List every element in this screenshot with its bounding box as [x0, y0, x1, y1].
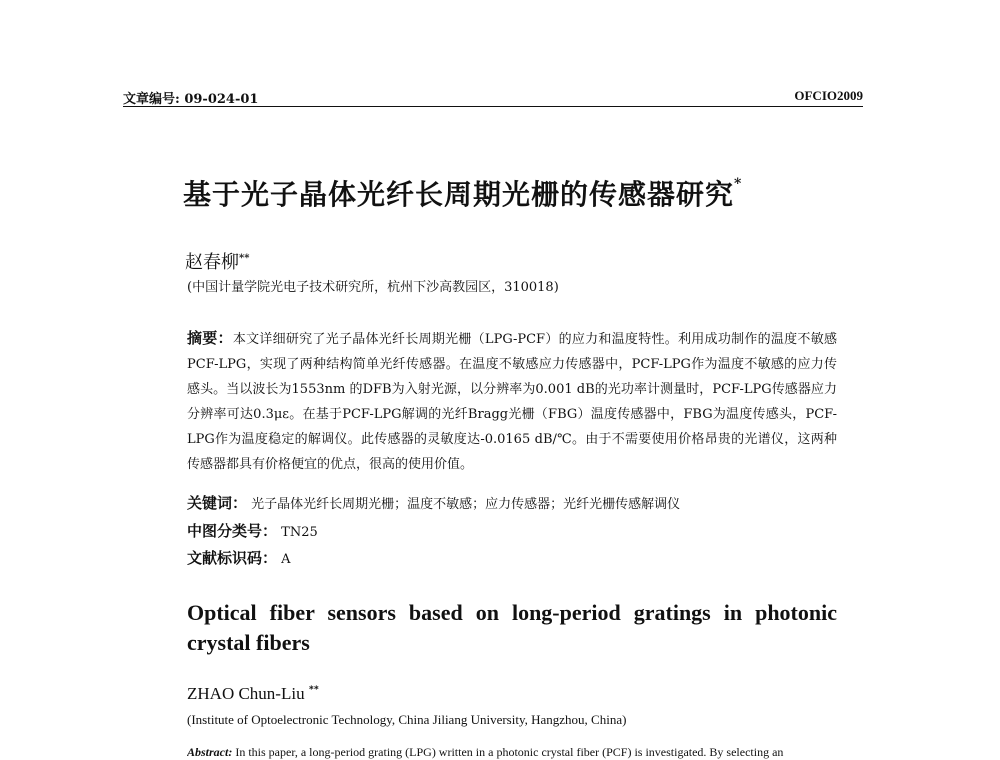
clc-value: TN25	[281, 525, 318, 540]
doc-code	[187, 547, 291, 568]
affiliation-en: (Institute of Optoelectronic Technology, China Jiliang University, Hangzhou, China)	[187, 712, 627, 727]
keywords-text: 光子晶体光纤长周期光栅；温度不敏感；应力传感器；光纤光栅传感解调仪	[251, 497, 681, 512]
paper-title-en: Optical fiber sensors based on long-period gratings in photonic crystal fibers	[187, 600, 837, 655]
abstract-en-label: Abstract:	[187, 745, 233, 759]
article-number	[123, 88, 258, 107]
abstract-cn-label: 摘要：	[187, 329, 233, 347]
clc-label: 中图分类号：	[187, 522, 278, 540]
title-footnote-mark: *	[734, 175, 743, 192]
abstract-en	[187, 745, 837, 760]
header-rule	[123, 106, 863, 107]
keywords-cn	[187, 492, 680, 513]
paper-title-cn-text: 基于光子晶体光纤长周期光栅的传感器研究	[183, 178, 735, 211]
article-number-value: 09-024-01	[184, 92, 259, 107]
author-cn-footnote-mark: **	[239, 253, 250, 264]
doc-code-label: 文献标识码：	[187, 549, 278, 567]
author-en-name: ZHAO Chun-Liu	[187, 684, 305, 703]
abstract-en-text: In this paper, a long-period grating (LPG) written in a photonic crystal fiber (PCF) is investigated. By selecting an	[235, 745, 784, 759]
paper-title-cn	[183, 173, 742, 213]
author-cn-name: 赵春柳	[185, 252, 239, 273]
doc-code-value: A	[281, 552, 291, 567]
abstract-cn-text: 本文详细研究了光子晶体光纤长周期光栅（LPG-PCF）的应力和温度特性。利用成功制作的温度不敏感PCF-LPG，实现了两种结构简单光纤传感器。在温度不敏感应力传感器中，PCF-LPG作为温度不敏感的应力传感头。当以波长为1553nm 的DFB为入射光源，以分辨率为0.001 dB的光功率计测量时，PCF-LPG传感器应力分辨率可达0.3με。在基于PCF-LPG解调的光纤Bragg光栅（FBG）温度传感器中，FBG为温度传感头，PCF-LPG作为温度稳定的解调仪。此传感器的灵敏度达-0.0165 dB/℃。由于不需要使用价格昂贵的光谱仪，这两种传感器都具有价格便宜的优点，很高的使用价值。	[187, 332, 837, 472]
clc-number	[187, 520, 318, 541]
author-cn	[185, 248, 249, 274]
affiliation-cn: (中国计量学院光电子技术研究所，杭州下沙高教园区，310018)	[187, 280, 559, 295]
page-header	[123, 88, 863, 108]
article-number-label: 文章编号:	[123, 92, 180, 107]
keywords-label: 关键词：	[187, 494, 248, 512]
author-en-footnote-mark: **	[308, 684, 319, 696]
abstract-cn	[187, 326, 837, 477]
conference-name: OFCIO2009	[794, 88, 863, 103]
author-en	[187, 684, 319, 704]
